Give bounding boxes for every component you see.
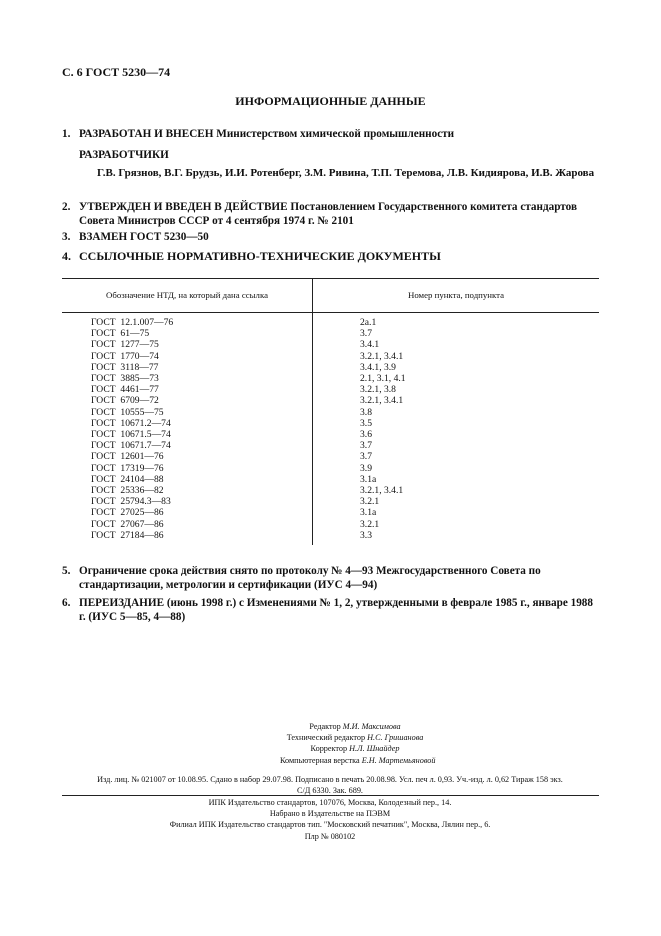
publisher-line3: Филиал ИПК Издательство стандартов тип. "Московский печатник", Москва, Лялин пер., 6. bbox=[169, 820, 491, 830]
section-4: 4. ССЫЛОЧНЫЕ НОРМАТИВНО-ТЕХНИЧЕСКИЕ ДОКУМЕНТЫ bbox=[62, 249, 441, 263]
ntd-designation: ГОСТ 27067—86 bbox=[62, 519, 313, 530]
table-row bbox=[62, 451, 599, 462]
clause-number: 2а.1 bbox=[360, 317, 377, 328]
table-row bbox=[62, 395, 599, 406]
credit-tech-editor: Технический редактор Н.С. Гришанова bbox=[286, 733, 424, 743]
ntd-designation: ГОСТ 6709—72 bbox=[62, 395, 313, 406]
ntd-designation: ГОСТ 27025—86 bbox=[62, 507, 313, 518]
ntd-designation: ГОСТ 25336—82 bbox=[62, 485, 313, 496]
clause-number: 3.2.1, 3.4.1 bbox=[360, 485, 404, 497]
clause-number: 3.2.1 bbox=[360, 496, 380, 508]
table-row bbox=[62, 362, 599, 373]
clause-number: 3.9 bbox=[360, 462, 372, 474]
table-row bbox=[62, 328, 599, 339]
clause-number: 2.1, 3.1, 4.1 bbox=[360, 373, 406, 385]
table-row bbox=[62, 440, 599, 451]
divider bbox=[62, 795, 599, 796]
print-info-line2: С/Д 6330. Зак. 689. bbox=[297, 786, 363, 796]
clause-number: 3.5 bbox=[360, 417, 372, 429]
developers-list: Г.В. Грязнов, В.Г. Брудзь, И.И. Ротенберг, З.М. Ривина, Т.П. Теремова, Л.В. Кидиярова, И.В. Жарова bbox=[97, 167, 595, 179]
clause-number: 3.4.1, 3.9 bbox=[360, 361, 396, 373]
ntd-designation: ГОСТ 10555—75 bbox=[62, 407, 313, 418]
publisher-line4: Плр № 080102 bbox=[304, 831, 356, 841]
clause-number: 3.8 bbox=[360, 406, 372, 418]
ntd-designation: ГОСТ 25794.3—83 bbox=[62, 496, 313, 507]
section-3: 3. ВЗАМЕН ГОСТ 5230—50 bbox=[62, 231, 209, 243]
table-row bbox=[62, 384, 599, 395]
ntd-designation: ГОСТ 10671.7—74 bbox=[62, 440, 313, 451]
table-row bbox=[62, 418, 599, 429]
clause-number: 3.1а bbox=[360, 473, 377, 485]
clause-number: 3.2.1, 3.4.1 bbox=[360, 395, 404, 407]
column-header-ntd: Обозначение НТД, на который дана ссылка bbox=[62, 279, 313, 313]
ntd-designation: ГОСТ 12601—76 bbox=[62, 451, 313, 462]
reference-table bbox=[62, 278, 599, 545]
credits-block bbox=[280, 721, 436, 766]
credit-editor: Редактор М.И. Максимова bbox=[309, 722, 401, 731]
section-1: 1. РАЗРАБОТАН И ВНЕСЕН Министерством химической промышленности bbox=[62, 128, 455, 140]
table-row bbox=[62, 474, 599, 485]
ntd-designation: ГОСТ 27184—86 bbox=[62, 530, 313, 545]
column-header-clause: Номер пункта, подпункта bbox=[313, 279, 600, 313]
clause-number: 3.2.1, 3.8 bbox=[360, 384, 396, 396]
ntd-designation: ГОСТ 3885—73 bbox=[62, 373, 313, 384]
clause-number: 3.4.1 bbox=[360, 339, 380, 351]
credit-layout: Компьютерная верстка Е.Н. Мартемьяновой bbox=[280, 755, 436, 765]
ntd-designation: ГОСТ 1770—74 bbox=[62, 351, 313, 362]
clause-number: 3.6 bbox=[360, 429, 372, 441]
ntd-designation: ГОСТ 10671.2—74 bbox=[62, 418, 313, 429]
print-info bbox=[70, 774, 590, 796]
table-row bbox=[62, 339, 599, 350]
clause-number: 3.7 bbox=[360, 440, 372, 452]
ntd-designation: ГОСТ 12.1.007—76 bbox=[62, 313, 313, 329]
ntd-designation: ГОСТ 1277—75 bbox=[62, 339, 313, 350]
table-row bbox=[62, 463, 599, 474]
table-row bbox=[62, 485, 599, 496]
publisher-line1: ИПК Издательство стандартов, 107076, Москва, Колодезный пер., 14. bbox=[208, 798, 452, 807]
table-row bbox=[62, 351, 599, 362]
table-row bbox=[62, 429, 599, 440]
clause-number: 3.7 bbox=[360, 328, 372, 340]
ntd-designation: ГОСТ 10671.5—74 bbox=[62, 429, 313, 440]
section-6: 6. ПЕРЕИЗДАНИЕ (июнь 1998 г.) с Изменениями № 1, 2, утвержденными в феврале 1985 г., январе 1988 г. (ИУС 5—85, 4—88) bbox=[62, 597, 593, 623]
section-2: 2. УТВЕРЖДЕН И ВВЕДЕН В ДЕЙСТВИЕ Постановлением Государственного комитета стандартов Совета Министров СССР от 4 сентября 1974 г. № 2101 bbox=[62, 201, 577, 227]
publisher-line2: Набрано в Издательстве на ПЭВМ bbox=[269, 809, 391, 819]
table-header-row bbox=[62, 279, 599, 313]
table-row bbox=[62, 373, 599, 384]
ntd-designation: ГОСТ 3118—77 bbox=[62, 362, 313, 373]
publisher-info bbox=[70, 797, 590, 842]
ntd-designation: ГОСТ 24104—88 bbox=[62, 474, 313, 485]
ntd-designation: ГОСТ 61—75 bbox=[62, 328, 313, 339]
clause-number: 3.2.1, 3.4.1 bbox=[360, 350, 404, 362]
developers-label: РАЗРАБОТЧИКИ bbox=[79, 149, 169, 161]
section-5: 5. Ограничение срока действия снято по протоколу № 4—93 Межгосударственного Совета по стандартизации, метрологии и сертификации (ИУС 4—94) bbox=[62, 565, 541, 591]
clause-number: 3.7 bbox=[360, 451, 372, 463]
clause-number: 3.1а bbox=[360, 507, 377, 519]
page-title: ИНФОРМАЦИОННЫЕ ДАННЫЕ bbox=[235, 94, 426, 108]
table-row bbox=[62, 496, 599, 507]
clause-number: 3.2.1 bbox=[360, 518, 380, 530]
credit-corrector: Корректор Н.Л. Шнайдер bbox=[310, 744, 400, 754]
ntd-designation: ГОСТ 4461—77 bbox=[62, 384, 313, 395]
table-row bbox=[62, 519, 599, 530]
clause-number: 3.3 bbox=[360, 529, 372, 541]
reference-table-body bbox=[62, 313, 599, 546]
print-info-line1: Изд. лиц. № 021007 от 10.08.95. Сдано в набор 29.07.98. Подписано в печать 20.08.98. Усл. печ л. 0,93. Уч.-изд. л. 0,62 Тираж 158 экз. bbox=[97, 775, 563, 784]
table-row bbox=[62, 407, 599, 418]
ntd-designation: ГОСТ 17319—76 bbox=[62, 463, 313, 474]
table-row bbox=[62, 313, 599, 329]
page-header: С. 6 ГОСТ 5230—74 bbox=[62, 65, 171, 79]
table-row bbox=[62, 530, 599, 545]
table-row bbox=[62, 507, 599, 518]
